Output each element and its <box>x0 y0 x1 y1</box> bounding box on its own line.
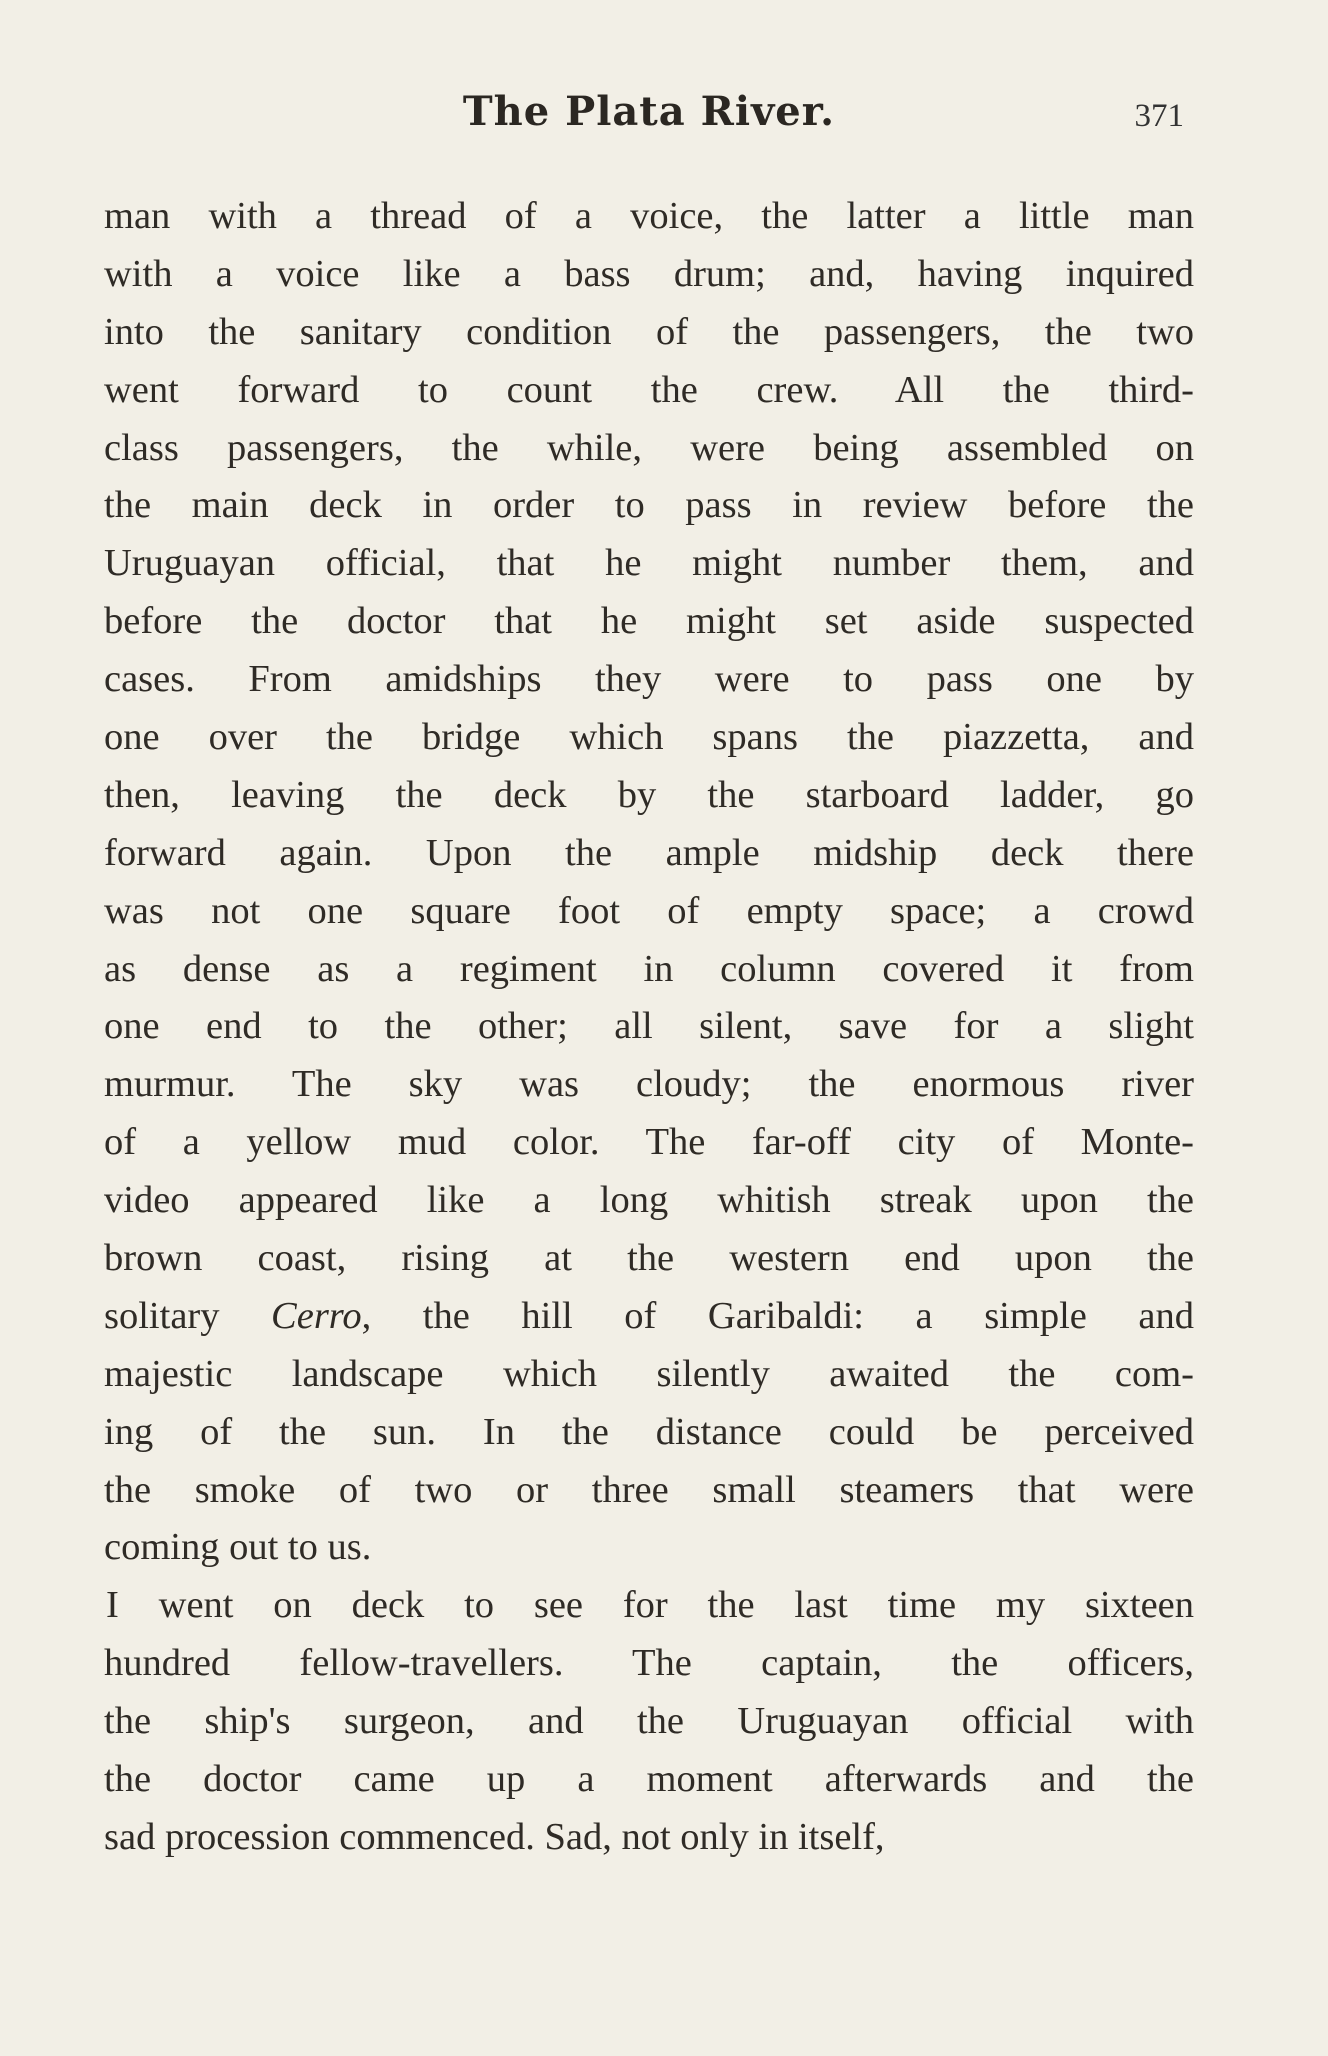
text-segment: Uruguayan official, that he might number them, and <box>104 542 1194 585</box>
text-segment: the main deck in order to pass in review before the <box>104 484 1194 527</box>
text-line <box>104 246 1194 304</box>
text-line <box>104 1288 1194 1346</box>
text-line <box>104 188 1194 246</box>
text-segment: into the sanitary condition of the passengers, the two <box>104 310 1194 353</box>
text-segment: coming out to us. <box>104 1526 372 1569</box>
text-line <box>104 1462 1194 1520</box>
text-line <box>104 1577 1194 1635</box>
text-line <box>104 477 1194 535</box>
text-line <box>104 1230 1194 1288</box>
text-line <box>104 593 1194 651</box>
text-segment: brown coast, rising at the western end upon the <box>104 1237 1194 1280</box>
text-segment: the smoke of two or three small steamers that were <box>104 1468 1194 1511</box>
text-segment: I went on deck to see for the last time my sixteen <box>106 1584 1194 1627</box>
page-number: 371 <box>1134 98 1184 134</box>
text-line <box>104 941 1194 999</box>
text-line <box>104 1519 1194 1577</box>
text-line <box>104 304 1194 362</box>
text-segment: hundred fellow-travellers. The captain, the officers, <box>104 1642 1194 1685</box>
text-line <box>104 1346 1194 1404</box>
text-line <box>104 535 1194 593</box>
text-line <box>104 883 1194 941</box>
text-segment: man with a thread of a voice, the latter a little man <box>104 195 1194 237</box>
text-segment: before the doctor that he might set aside suspected <box>104 600 1194 643</box>
text-line <box>104 1635 1194 1693</box>
text-segment: the ship's surgeon, and the Uruguayan official with <box>104 1700 1194 1743</box>
text-segment: sad procession commenced. Sad, not only in itself, <box>104 1815 885 1858</box>
text-line <box>104 1114 1194 1172</box>
text-line <box>104 651 1194 709</box>
text-segment: went forward to count the crew. All the third- <box>104 368 1194 411</box>
text-line <box>104 362 1194 420</box>
italic-text: Cerro <box>271 1294 362 1337</box>
text-line <box>104 825 1194 883</box>
text-segment: the doctor came up a moment afterwards and the <box>104 1758 1194 1801</box>
text-segment: with a voice like a bass drum; and, having inquired <box>104 252 1194 295</box>
text-line <box>104 998 1194 1056</box>
text-segment: as dense as a regiment in column covered it from <box>104 947 1194 990</box>
text-line <box>104 1404 1194 1462</box>
text-segment: of a yellow mud color. The far-off city of Monte- <box>104 1121 1194 1164</box>
text-line <box>104 1172 1194 1230</box>
body-text <box>104 188 1194 1867</box>
text-segment: murmur. The sky was cloudy; the enormous river <box>104 1063 1194 1106</box>
text-segment: , the hill of Garibaldi: a simple and <box>361 1294 1194 1337</box>
running-title: The Plata River. <box>462 88 836 135</box>
text-line <box>104 1751 1194 1809</box>
text-line <box>104 420 1194 478</box>
page-header <box>104 88 1194 148</box>
text-segment: then, leaving the deck by the starboard ladder, go <box>104 773 1194 816</box>
text-segment: one over the bridge which spans the piazzetta, and <box>104 716 1194 759</box>
text-line <box>104 709 1194 767</box>
text-segment: solitary <box>104 1294 272 1337</box>
text-segment: forward again. Upon the ample midship deck there <box>104 831 1194 874</box>
text-segment: video appeared like a long whitish streak upon the <box>104 1179 1194 1222</box>
text-segment: was not one square foot of empty space; a crowd <box>104 889 1194 932</box>
text-line <box>104 1693 1194 1751</box>
text-segment: one end to the other; all silent, save for a slight <box>104 1005 1194 1048</box>
text-line <box>104 1809 1194 1867</box>
text-segment: majestic landscape which silently awaited the com- <box>104 1352 1194 1395</box>
text-segment: ing of the sun. In the distance could be perceived <box>104 1410 1194 1453</box>
text-line <box>104 767 1194 825</box>
text-segment: cases. From amidships they were to pass one by <box>104 658 1194 701</box>
text-line <box>104 1056 1194 1114</box>
text-segment: class passengers, the while, were being assembled on <box>104 426 1194 469</box>
